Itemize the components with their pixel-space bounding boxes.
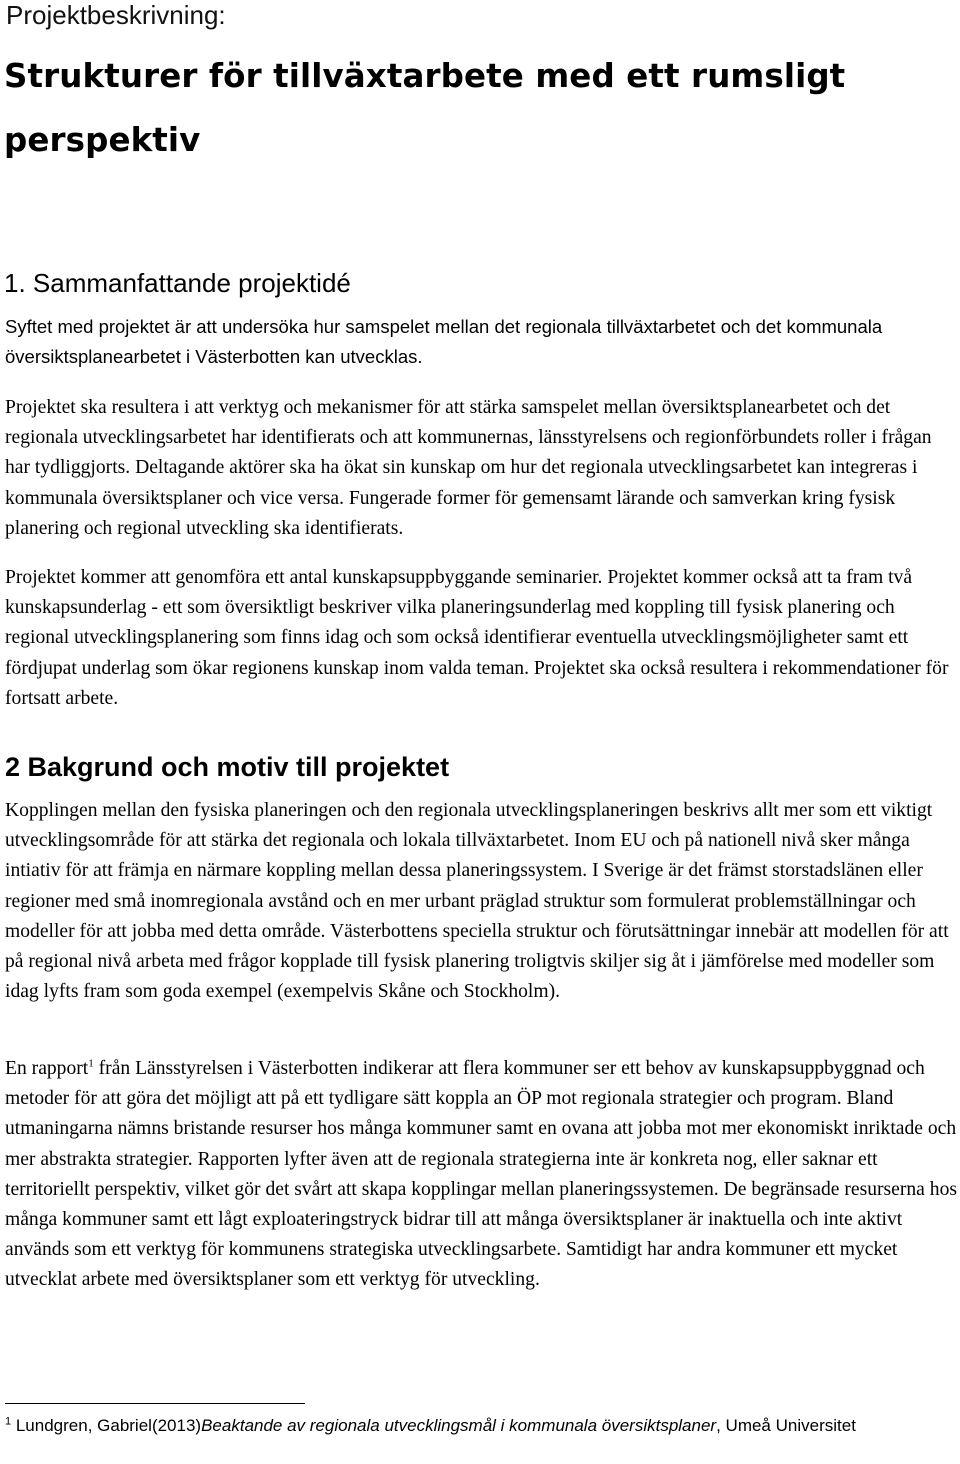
section-1-paragraph-2: Projektet kommer att genomföra ett antal kunskapsuppbyggande seminarier. Projektet kommer också att ta fram två kunskapsunderlag - ett som översiktligt beskriver vilka planeringsunderlag med koppling till fysisk planering och regional utvecklingsplanering som finns idag och som också identifierar eventuella utvecklingsmöjligheter samt ett fördjupat underlag som ökar regionens kunskap inom valda teman. Projektet ska också resultera i rekommendationer för fortsatt arbete. <box>5 567 949 709</box>
paragraph-2-rest: från Länsstyrelsen i Västerbotten indikerar att flera kommuner ser ett behov av kunskapsuppbyggnad och metoder för att göra det möjligt att på ett tydligare sätt koppla an ÖP mot regionala strategier och program. Bland utmaningarna nämns bristande resurser hos många kommuner samt en ovana att jobba mot mer ekonomiskt inriktade och mer abstrakta strategier. Rapporten lyfter även att de regionala strategierna inte är konkreta nog, eller saknar ett territoriellt perspektiv, vilket gör det svårt att skapa kopplingar mellan planeringssystemen. De begränsade resurserna hos många kommuner samt ett lågt exploateringstryck bidrar till att många översiktsplaner är inaktuella och inte aktivt används som ett verktyg för kommunens strategiska utvecklingsarbete. Samtidigt har andra kommuner ett mycket utvecklat arbete med översiktsplaner som ett verktyg för utveckling. <box>5 1058 957 1291</box>
footnote-publisher: , Umeå Universitet <box>716 1416 856 1435</box>
document-subtitle: Projektbeskrivning: <box>6 0 226 30</box>
section-2-heading: 2 Bakgrund och motiv till projektet <box>5 752 450 782</box>
section-2-paragraph-1: Kopplingen mellan den fysiska planeringen och den regionala utvecklingsplaneringen beskrivs allt mer som ett viktigt utvecklingsområde för att stärka det regionala och lokala tillväxtarbetet. Inom EU och på nationell nivå sker många intiativ för att främja en närmare koppling mellan dessa planeringssystem. I Sverige är det främst storstadslänen eller regioner med små inomregionala avstånd och en mer urbant präglad struktur som formulerat problemställningar och modeller för att jobba med detta område. Västerbottens speciella struktur och förutsättningar innebär att modellen för att på regional nivå arbeta med frågor kopplade till fysisk planering troligtvis skiljer sig åt i jämförelse med modeller som idag lyfts fram som goda exempel (exempelvis Skåne och Stockholm). <box>5 800 949 1003</box>
section-1-paragraph-1: Projektet ska resultera i att verktyg och mekanismer för att stärka samspelet mellan översiktsplanearbetet och det regionala utvecklingsarbetet har identifierats och att kommunernas, länsstyrelsens och regionförbundets roller i frågan har tydliggjorts. Deltagande aktörer ska ha ökat sin kunskap om hur det regionala utvecklingsarbetet kan integreras i kommunala översiktsplaner och vice versa. Fungerade former för gemensamt lärande och samverkan kring fysisk planering och regional utveckling ska identifierats. <box>5 397 932 539</box>
footnote-separator <box>5 1403 305 1404</box>
footnote-title: Beaktande av regionala utvecklingsmål i kommunala översiktsplaner <box>201 1416 717 1435</box>
footnote-reference[interactable]: 1 <box>88 1057 94 1070</box>
section-1-heading: 1. Sammanfattande projektidé <box>4 268 351 298</box>
footnote-author: Lundgren, Gabriel(2013) <box>11 1416 202 1435</box>
footnote-number: 1 <box>5 1415 12 1428</box>
paragraph-2-start: En rapport <box>5 1058 89 1079</box>
footnote <box>5 1412 955 1439</box>
document-title: Strukturer för tillväxtarbete med ett rumsligt perspektiv <box>4 57 846 159</box>
section-2-paragraph-2 <box>5 1054 957 1296</box>
section-1-intro: Syftet med projektet är att undersöka hur samspelet mellan det regionala tillväxtarbetet och det kommunala översiktsplanearbetet i Västerbotten kan utvecklas. <box>5 316 883 367</box>
